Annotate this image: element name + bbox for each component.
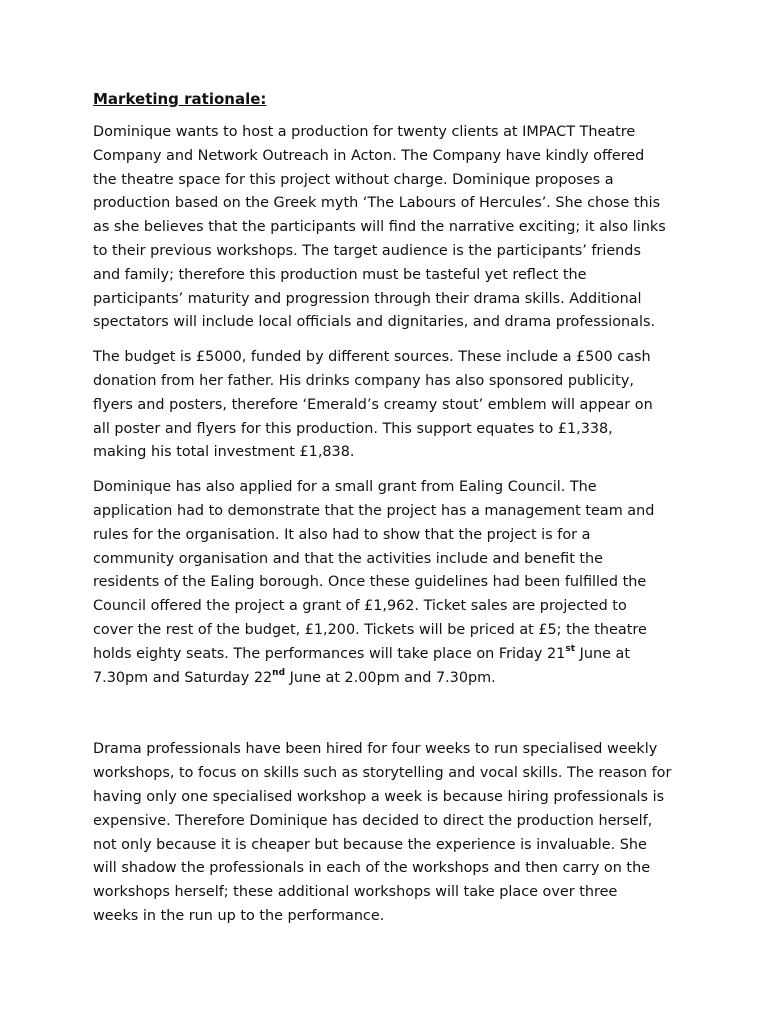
- text-line-performance-date: [93, 667, 683, 691]
- text-fragment: 7.30pm and Saturday 22: [93, 669, 273, 686]
- text-line: as she believes that the participants will find the narrative exciting; it also links: [93, 219, 666, 236]
- text-line: will shadow the professionals in each of the workshops and then carry on the: [93, 860, 651, 877]
- text-line: donation from her father. His drinks company has also sponsored publicity,: [93, 372, 634, 389]
- ordinal-suffix: nd: [272, 667, 286, 678]
- text-line: Drama professionals have been hired for four weeks to run specialised weekly: [93, 741, 658, 758]
- text-line: workshops, to focus on skills such as storytelling and vocal skills. The reason for: [93, 765, 672, 782]
- text-line: community organisation and that the activities include and benefit the: [93, 550, 604, 567]
- text-line: flyers and posters, therefore ‘Emerald’s creamy stout’ emblem will appear on: [93, 396, 653, 413]
- text-line: weeks in the run up to the performance.: [93, 907, 385, 924]
- text-line: expensive. Therefore Dominique has decided to direct the production herself,: [93, 812, 653, 829]
- text-fragment: holds eighty seats. The performances will take place on Friday 21: [93, 645, 566, 662]
- text-line: cover the rest of the budget, £1,200. Tickets will be priced at £5; the theatre: [93, 621, 647, 638]
- text-line-performance-date: [93, 643, 683, 667]
- text-line: Company and Network Outreach in Acton. The Company have kindly offered: [93, 147, 645, 164]
- text-line: participants’ maturity and progression through their drama skills. Additional: [93, 290, 642, 307]
- paragraph-workshops: [93, 738, 683, 928]
- paragraph-production: [93, 121, 683, 335]
- text-line: the theatre space for this project without charge. Dominique proposes a: [93, 171, 614, 188]
- paragraph-budget: [93, 346, 683, 465]
- text-line: workshops herself; these additional workshops will take place over three: [93, 884, 618, 901]
- text-line: Council offered the project a grant of £1,962. Ticket sales are projected to: [93, 598, 627, 615]
- paragraph-grant: [93, 476, 683, 690]
- text-line: making his total investment £1,838.: [93, 444, 355, 461]
- text-line: and family; therefore this production must be tasteful yet reflect the: [93, 266, 587, 283]
- text-line: Dominique wants to host a production for twenty clients at IMPACT Theatre: [93, 124, 636, 140]
- text-line: residents of the Ealing borough. Once these guidelines had been fulfilled the: [93, 574, 647, 591]
- text-line: application had to demonstrate that the project has a management team and: [93, 502, 655, 519]
- section-heading: Marketing rationale:: [93, 90, 267, 108]
- text-line: Dominique has also applied for a small grant from Ealing Council. The: [93, 479, 597, 496]
- text-line: spectators will include local officials and dignitaries, and drama professionals.: [93, 314, 656, 331]
- text-line: all poster and flyers for this production. This support equates to £1,338,: [93, 420, 613, 437]
- text-line: having only one specialised workshop a week is because hiring professionals is: [93, 788, 665, 805]
- document-page: [93, 89, 683, 940]
- text-line: The budget is £5000, funded by different sources. These include a £500 cash: [93, 349, 651, 366]
- text-fragment: June at: [575, 645, 630, 662]
- text-line: not only because it is cheaper but because the experience is invaluable. She: [93, 836, 647, 853]
- text-line: production based on the Greek myth ‘The Labours of Hercules’. She chose this: [93, 195, 661, 212]
- text-line: to their previous workshops. The target audience is the participants’ friends: [93, 242, 641, 259]
- text-fragment: June at 2.00pm and 7.30pm.: [285, 669, 496, 686]
- ordinal-suffix: st: [565, 643, 576, 654]
- text-line: rules for the organisation. It also had to show that the project is for a: [93, 526, 591, 543]
